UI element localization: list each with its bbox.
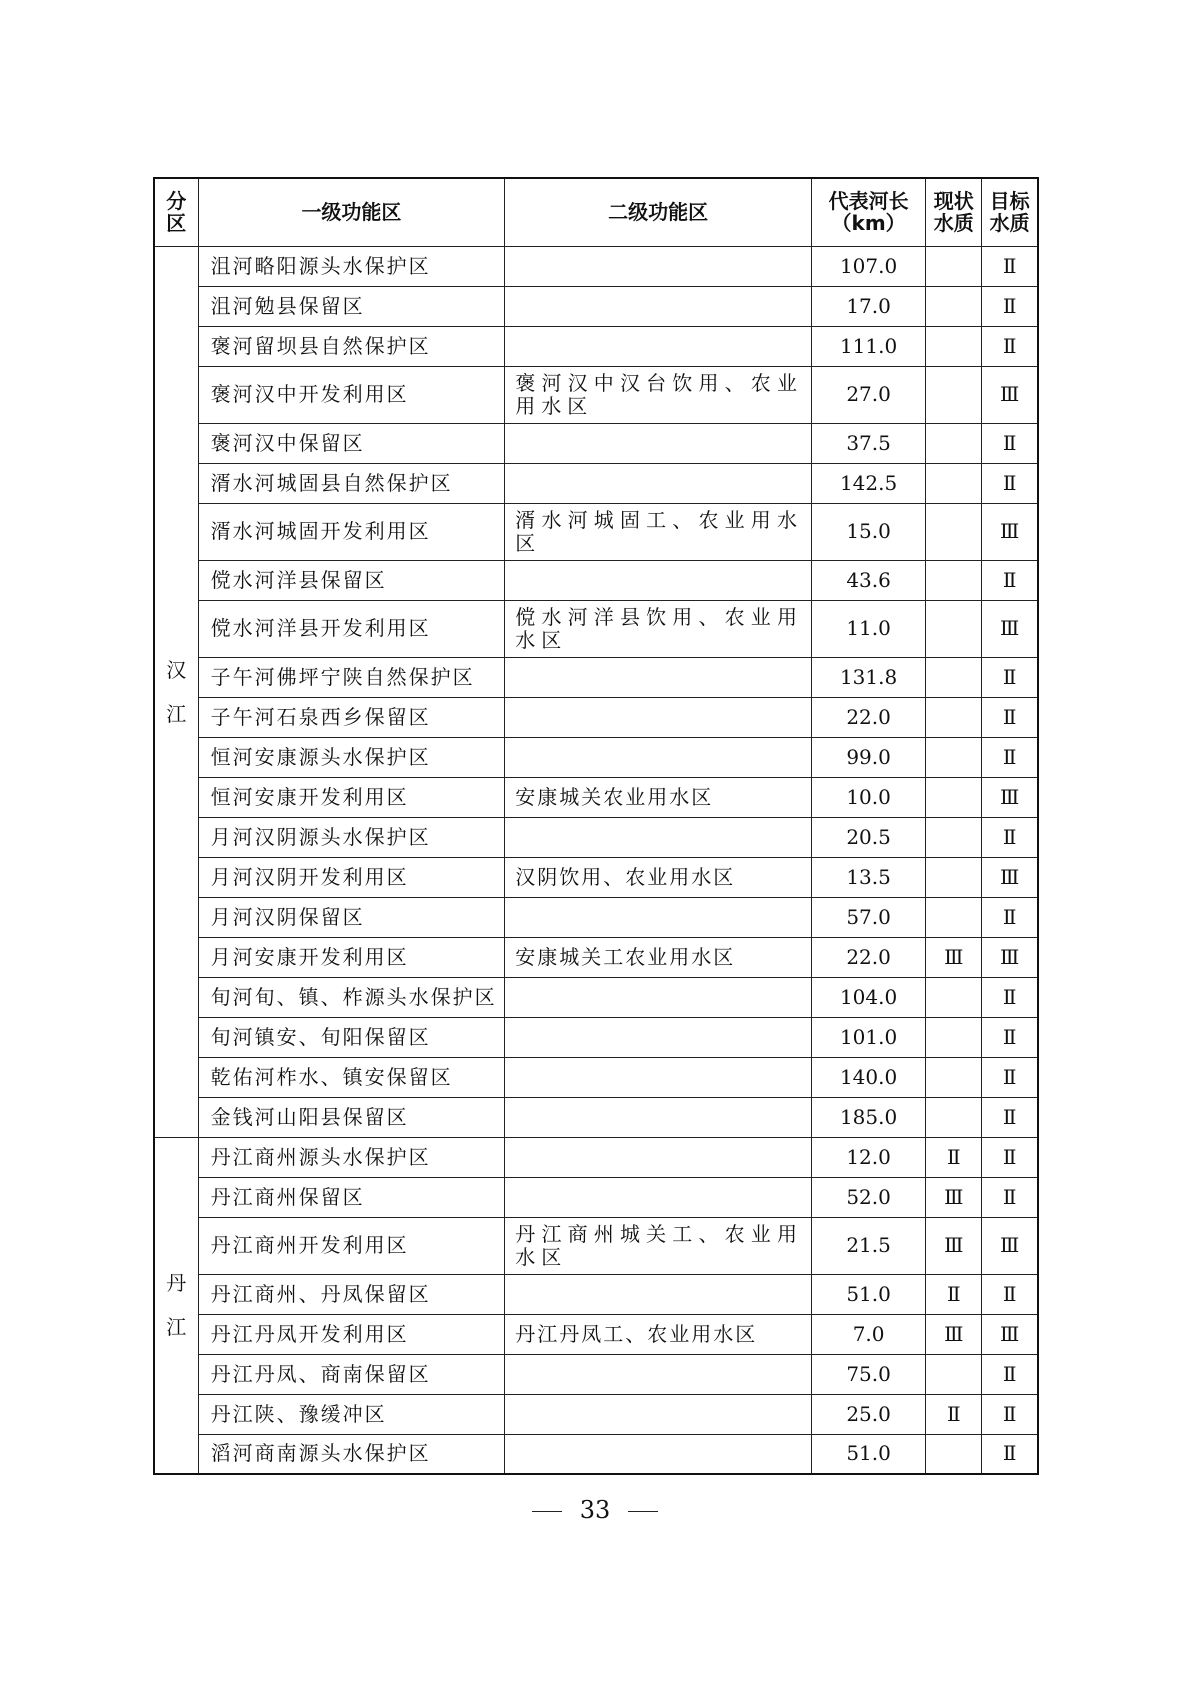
current-quality-cell xyxy=(926,1097,982,1137)
zone-cell xyxy=(154,1137,198,1474)
target-quality-cell: Ⅱ xyxy=(982,326,1038,366)
length-cell: 101.0 xyxy=(811,1017,925,1057)
table-row xyxy=(154,286,1038,326)
page-number: 33 xyxy=(579,1496,611,1524)
target-quality-cell: Ⅲ xyxy=(982,857,1038,897)
primary-zone-cell: 湑水河城固县自然保护区 xyxy=(198,463,505,503)
target-quality-cell: Ⅲ xyxy=(982,1217,1038,1274)
length-cell: 57.0 xyxy=(811,897,925,937)
length-cell: 21.5 xyxy=(811,1217,925,1274)
footer-dash-left xyxy=(532,1511,562,1512)
table-row xyxy=(154,1354,1038,1394)
primary-zone-cell: 丹江商州保留区 xyxy=(198,1177,505,1217)
current-quality-cell: Ⅲ xyxy=(926,1314,982,1354)
target-quality-cell: Ⅱ xyxy=(982,1394,1038,1434)
current-quality-cell xyxy=(926,1354,982,1394)
primary-zone-cell: 褒河留坝县自然保护区 xyxy=(198,326,505,366)
table-row xyxy=(154,897,1038,937)
table-row xyxy=(154,1017,1038,1057)
target-quality-cell: Ⅲ xyxy=(982,503,1038,560)
table-row xyxy=(154,1177,1038,1217)
page-footer xyxy=(0,1496,1190,1524)
primary-zone-cell: 金钱河山阳县保留区 xyxy=(198,1097,505,1137)
primary-zone-cell: 滔河商南源头水保护区 xyxy=(198,1434,505,1474)
primary-zone-cell: 旬河旬、镇、柞源头水保护区 xyxy=(198,977,505,1017)
length-cell: 131.8 xyxy=(811,657,925,697)
length-cell: 51.0 xyxy=(811,1274,925,1314)
secondary-zone-cell xyxy=(505,423,812,463)
target-quality-cell: Ⅱ xyxy=(982,657,1038,697)
secondary-zone-cell xyxy=(505,697,812,737)
current-quality-cell xyxy=(926,1057,982,1097)
length-cell: 43.6 xyxy=(811,560,925,600)
length-cell: 52.0 xyxy=(811,1177,925,1217)
primary-zone-cell: 丹江商州开发利用区 xyxy=(198,1217,505,1274)
current-quality-cell: Ⅲ xyxy=(926,937,982,977)
length-cell: 37.5 xyxy=(811,423,925,463)
zone-cell xyxy=(154,246,198,1137)
current-quality-cell: Ⅱ xyxy=(926,1137,982,1177)
target-quality-cell: Ⅱ xyxy=(982,423,1038,463)
table-row xyxy=(154,697,1038,737)
primary-zone-cell: 乾佑河柞水、镇安保留区 xyxy=(198,1057,505,1097)
secondary-zone-cell: 丹江商州城关工、农业用水区 xyxy=(505,1217,812,1274)
target-quality-cell: Ⅲ xyxy=(982,600,1038,657)
table-row xyxy=(154,1314,1038,1354)
target-quality-cell: Ⅱ xyxy=(982,1137,1038,1177)
target-quality-cell: Ⅱ xyxy=(982,1017,1038,1057)
table-row xyxy=(154,423,1038,463)
table-row xyxy=(154,560,1038,600)
current-quality-cell xyxy=(926,697,982,737)
table-row xyxy=(154,737,1038,777)
current-quality-cell xyxy=(926,463,982,503)
current-quality-cell xyxy=(926,286,982,326)
table-row xyxy=(154,1394,1038,1434)
secondary-zone-cell xyxy=(505,1097,812,1137)
current-quality-cell xyxy=(926,1434,982,1474)
current-quality-cell xyxy=(926,657,982,697)
target-quality-cell: Ⅱ xyxy=(982,697,1038,737)
target-quality-cell: Ⅲ xyxy=(982,777,1038,817)
length-cell: 20.5 xyxy=(811,817,925,857)
secondary-zone-cell xyxy=(505,737,812,777)
length-cell: 17.0 xyxy=(811,286,925,326)
table-row xyxy=(154,1217,1038,1274)
table-row xyxy=(154,366,1038,423)
table-row xyxy=(154,1434,1038,1474)
current-quality-cell xyxy=(926,423,982,463)
secondary-zone-cell: 褒河汉中汉台饮用、农业用水区 xyxy=(505,366,812,423)
length-cell: 13.5 xyxy=(811,857,925,897)
table-row xyxy=(154,1274,1038,1314)
length-cell: 104.0 xyxy=(811,977,925,1017)
zone-label: 丹江 xyxy=(166,1271,187,1340)
length-cell: 15.0 xyxy=(811,503,925,560)
length-cell: 27.0 xyxy=(811,366,925,423)
primary-zone-cell: 丹江商州源头水保护区 xyxy=(198,1137,505,1177)
header-zone: 分区 xyxy=(154,178,198,246)
table-row xyxy=(154,857,1038,897)
table-row xyxy=(154,463,1038,503)
primary-zone-cell: 褒河汉中开发利用区 xyxy=(198,366,505,423)
length-cell: 22.0 xyxy=(811,697,925,737)
length-cell: 10.0 xyxy=(811,777,925,817)
table-row xyxy=(154,817,1038,857)
current-quality-cell xyxy=(926,246,982,286)
primary-zone-cell: 月河汉阴开发利用区 xyxy=(198,857,505,897)
primary-zone-cell: 月河汉阴保留区 xyxy=(198,897,505,937)
target-quality-cell: Ⅱ xyxy=(982,897,1038,937)
table-row xyxy=(154,600,1038,657)
target-quality-cell: Ⅱ xyxy=(982,1434,1038,1474)
header-length: 代表河长（km） xyxy=(811,178,925,246)
primary-zone-cell: 恒河安康开发利用区 xyxy=(198,777,505,817)
secondary-zone-cell xyxy=(505,1434,812,1474)
secondary-zone-cell: 丹江丹凤工、农业用水区 xyxy=(505,1314,812,1354)
target-quality-cell: Ⅱ xyxy=(982,737,1038,777)
table-row xyxy=(154,1097,1038,1137)
current-quality-cell xyxy=(926,560,982,600)
table-row xyxy=(154,1137,1038,1177)
length-cell: 111.0 xyxy=(811,326,925,366)
length-cell: 51.0 xyxy=(811,1434,925,1474)
target-quality-cell: Ⅱ xyxy=(982,1057,1038,1097)
primary-zone-cell: 丹江丹凤、商南保留区 xyxy=(198,1354,505,1394)
primary-zone-cell: 月河汉阴源头水保护区 xyxy=(198,817,505,857)
secondary-zone-cell xyxy=(505,463,812,503)
target-quality-cell: Ⅱ xyxy=(982,286,1038,326)
secondary-zone-cell: 安康城关工农业用水区 xyxy=(505,937,812,977)
table-row xyxy=(154,977,1038,1017)
secondary-zone-cell xyxy=(505,246,812,286)
secondary-zone-cell xyxy=(505,1137,812,1177)
primary-zone-cell: 沮河勉县保留区 xyxy=(198,286,505,326)
water-function-zone-table xyxy=(153,177,1039,1475)
header-secondary-zone: 二级功能区 xyxy=(505,178,812,246)
zone-label: 汉江 xyxy=(166,657,187,726)
current-quality-cell xyxy=(926,857,982,897)
target-quality-cell: Ⅱ xyxy=(982,977,1038,1017)
primary-zone-cell: 丹江商州、丹凤保留区 xyxy=(198,1274,505,1314)
header-target-quality: 目标水质 xyxy=(982,178,1038,246)
current-quality-cell: Ⅱ xyxy=(926,1394,982,1434)
secondary-zone-cell xyxy=(505,286,812,326)
secondary-zone-cell xyxy=(505,326,812,366)
length-cell: 140.0 xyxy=(811,1057,925,1097)
current-quality-cell: Ⅲ xyxy=(926,1217,982,1274)
target-quality-cell: Ⅲ xyxy=(982,366,1038,423)
secondary-zone-cell xyxy=(505,1274,812,1314)
target-quality-cell: Ⅱ xyxy=(982,1097,1038,1137)
footer-dash-right xyxy=(628,1511,658,1512)
target-quality-cell: Ⅱ xyxy=(982,560,1038,600)
current-quality-cell xyxy=(926,503,982,560)
secondary-zone-cell xyxy=(505,1394,812,1434)
primary-zone-cell: 傥水河洋县开发利用区 xyxy=(198,600,505,657)
secondary-zone-cell: 傥水河洋县饮用、农业用水区 xyxy=(505,600,812,657)
table-row xyxy=(154,657,1038,697)
length-cell: 75.0 xyxy=(811,1354,925,1394)
length-cell: 142.5 xyxy=(811,463,925,503)
secondary-zone-cell xyxy=(505,897,812,937)
length-cell: 99.0 xyxy=(811,737,925,777)
header-primary-zone: 一级功能区 xyxy=(198,178,505,246)
primary-zone-cell: 子午河石泉西乡保留区 xyxy=(198,697,505,737)
current-quality-cell: Ⅱ xyxy=(926,1274,982,1314)
current-quality-cell: Ⅲ xyxy=(926,1177,982,1217)
current-quality-cell xyxy=(926,817,982,857)
target-quality-cell: Ⅱ xyxy=(982,1274,1038,1314)
primary-zone-cell: 褒河汉中保留区 xyxy=(198,423,505,463)
length-cell: 12.0 xyxy=(811,1137,925,1177)
current-quality-cell xyxy=(926,366,982,423)
secondary-zone-cell xyxy=(505,817,812,857)
primary-zone-cell: 子午河佛坪宁陕自然保护区 xyxy=(198,657,505,697)
primary-zone-cell: 恒河安康源头水保护区 xyxy=(198,737,505,777)
secondary-zone-cell xyxy=(505,977,812,1017)
secondary-zone-cell xyxy=(505,1017,812,1057)
secondary-zone-cell xyxy=(505,560,812,600)
target-quality-cell: Ⅲ xyxy=(982,1314,1038,1354)
length-cell: 22.0 xyxy=(811,937,925,977)
current-quality-cell xyxy=(926,326,982,366)
secondary-zone-cell xyxy=(505,657,812,697)
secondary-zone-cell: 湑水河城固工、农业用水区 xyxy=(505,503,812,560)
target-quality-cell: Ⅱ xyxy=(982,1354,1038,1394)
current-quality-cell xyxy=(926,737,982,777)
table-row xyxy=(154,326,1038,366)
secondary-zone-cell xyxy=(505,1057,812,1097)
length-cell: 7.0 xyxy=(811,1314,925,1354)
secondary-zone-cell: 安康城关农业用水区 xyxy=(505,777,812,817)
current-quality-cell xyxy=(926,977,982,1017)
table-row xyxy=(154,777,1038,817)
table-row xyxy=(154,937,1038,977)
secondary-zone-cell xyxy=(505,1354,812,1394)
primary-zone-cell: 傥水河洋县保留区 xyxy=(198,560,505,600)
target-quality-cell: Ⅱ xyxy=(982,463,1038,503)
primary-zone-cell: 月河安康开发利用区 xyxy=(198,937,505,977)
table-row xyxy=(154,503,1038,560)
table-row xyxy=(154,246,1038,286)
length-cell: 185.0 xyxy=(811,1097,925,1137)
secondary-zone-cell xyxy=(505,1177,812,1217)
table-row xyxy=(154,1057,1038,1097)
primary-zone-cell: 旬河镇安、旬阳保留区 xyxy=(198,1017,505,1057)
current-quality-cell xyxy=(926,897,982,937)
target-quality-cell: Ⅲ xyxy=(982,937,1038,977)
primary-zone-cell: 沮河略阳源头水保护区 xyxy=(198,246,505,286)
target-quality-cell: Ⅱ xyxy=(982,1177,1038,1217)
current-quality-cell xyxy=(926,600,982,657)
target-quality-cell: Ⅱ xyxy=(982,817,1038,857)
secondary-zone-cell: 汉阴饮用、农业用水区 xyxy=(505,857,812,897)
table-header-row xyxy=(154,178,1038,246)
primary-zone-cell: 湑水河城固开发利用区 xyxy=(198,503,505,560)
length-cell: 25.0 xyxy=(811,1394,925,1434)
length-cell: 107.0 xyxy=(811,246,925,286)
target-quality-cell: Ⅱ xyxy=(982,246,1038,286)
table-body xyxy=(154,246,1038,1474)
header-current-quality: 现状水质 xyxy=(926,178,982,246)
current-quality-cell xyxy=(926,1017,982,1057)
length-cell: 11.0 xyxy=(811,600,925,657)
primary-zone-cell: 丹江丹凤开发利用区 xyxy=(198,1314,505,1354)
primary-zone-cell: 丹江陕、豫缓冲区 xyxy=(198,1394,505,1434)
current-quality-cell xyxy=(926,777,982,817)
